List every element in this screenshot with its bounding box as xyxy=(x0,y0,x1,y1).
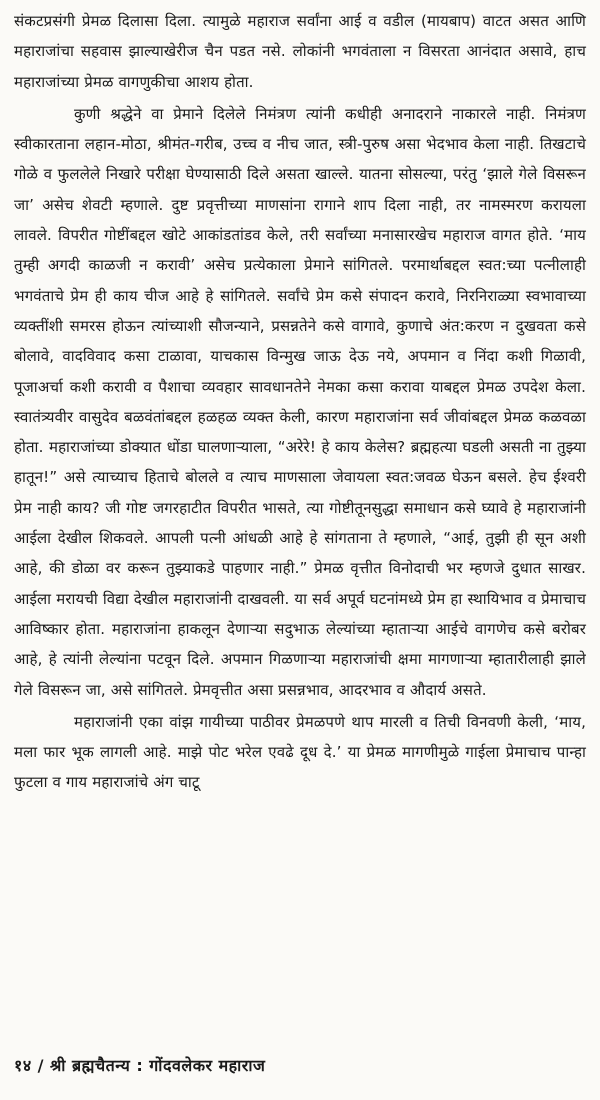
page-number: १४ xyxy=(14,1056,32,1075)
footer-separator: / xyxy=(37,1056,44,1075)
paragraph-3: महाराजांनी एका वांझ गायीच्या पाठीवर प्रेमळपणे थाप मारली व तिची विनवणी केली, ‘माय, मला फार भूक लागली आहे. माझे पोट भरेल एवढे दूध दे.’ या प्रेमळ मागणीमुळे गाईला प्रेमाचाच पान्हा फुटला व गाय महाराजांचे अंग चाटू xyxy=(14,712,586,792)
paragraph-1: संकटप्रसंगी प्रेमळ दिलासा दिला. त्यामुळे महाराज सर्वांना आई व वडील (मायबाप) वाटत असत आणि महाराजांचा सहवास झाल्याखेरीज चैन पडत नसे. लोकांनी भगवंताला न विसरता आनंदात असावे, हाच महाराजांच्या प्रेमळ वागणुकीचा आशय होता. xyxy=(14,12,586,91)
page-footer xyxy=(14,1054,265,1076)
paragraph-2: कुणी श्रद्धेने वा प्रेमाने दिलेले निमंत्रण त्यांनी कधीही अनादराने नाकारले नाही. निमंत्रण स्वीकारताना लहान-मोठा, श्रीमंत-गरीब, उच्च व नीच जात, स्त्री-पुरुष असा भेदभाव केला नाही. तिखटाचे गोळे व फुललेले निखारे परीक्षा घेण्यासाठी दिले असता खाल्ले. यातना सोसल्या, परंतु ‘झाले गेले विसरून जा’ असेच शेवटी म्हणाले. दुष्ट प्रवृत्तीच्या माणसांना रागाने शाप दिला नाही, तर नामस्मरण करायला लावले. विपरीत गोष्टींबद्दल खोटे आकांडतांडव केले, तरी सर्वांच्या मनासारखेच महाराज वागत होते. ‘माय तुम्ही अगदी काळजी न करावी’ असेच प्रत्येकाला प्रेमाने सांगितले. परमार्थाबद्दल स्वत:च्या पत्नीलाही भगवंताचे प्रेम ही काय चीज आहे हे सांगितले. सर्वांचे प्रेम कसे संपादन करावे, निरनिराळ्या स्वभावाच्या व्यक्तींशी समरस होऊन त्यांच्याशी सौजन्याने, प्रसन्नतेने कसे वागावे, कुणाचे अंत:करण न दुखवता कसे बोलावे, वादविवाद कसा टाळावा, याचकास विन्मुख जाऊ देऊ नये, अपमान व निंदा कशी गिळावी, पूजाअर्चा कशी करावी व पैशाचा व्यवहार सावधानतेने नेमका कसा करावा याबद्दल प्रेमळ उपदेश केला. स्वातंत्र्यवीर वासुदेव बळवंतांबद्दल हळहळ व्यक्त केली, कारण महाराजांना सर्व जीवांबद्दल प्रेमळ कळवळा होता. महाराजांच्या डोक्यात धोंडा घालणाऱ्याला, “अरेरे! हे काय केलेस? ब्रह्महत्या घडली असती ना तुझ्या हातून!” असे त्याच्याच हिताचे बोलले व त्याच माणसाला जेवायला स्वत:जवळ घेऊन बसले. हेच ईश्वरी प्रेम नाही काय? जी गोष्ट जगरहाटीत विपरीत भासते, त्या गोष्टीतूनसुद्धा समाधान कसे घ्यावे हे महाराजांनी आईला देखील शिकवले. आपली पत्नी आंधळी आहे हे सांगताना ते म्हणाले, “आई, तुझी ही सून अशी आहे, की डोळा वर करून तुझ्याकडे पाहणार नाही.” प्रेमळ वृत्तीत विनोदाची भर म्हणजे दुधात साखर. आईला मरायची विद्या देखील महाराजांनी दाखवली. या सर्व अपूर्व घटनांमध्ये प्रेम हा स्थायिभाव व प्रेमाचाच आविष्कार होता. महाराजांना हाकलून देणाऱ्या सदुभाऊ लेल्यांच्या म्हाताऱ्या आईचे वागणेच कसे बरोबर आहे, हे त्यांनी लेल्यांना पटवून दिले. अपमान गिळणाऱ्या महाराजांची क्षमा मागणाऱ्या म्हातारीलाही झाले गेले विसरून जा, असे सांगितले. प्रेमवृत्तीत असा प्रसन्नभाव, आदरभाव व औदार्य असते. xyxy=(14,104,586,699)
book-title: श्री ब्रह्मचैतन्य : गोंदवलेकर महाराज xyxy=(49,1056,266,1075)
